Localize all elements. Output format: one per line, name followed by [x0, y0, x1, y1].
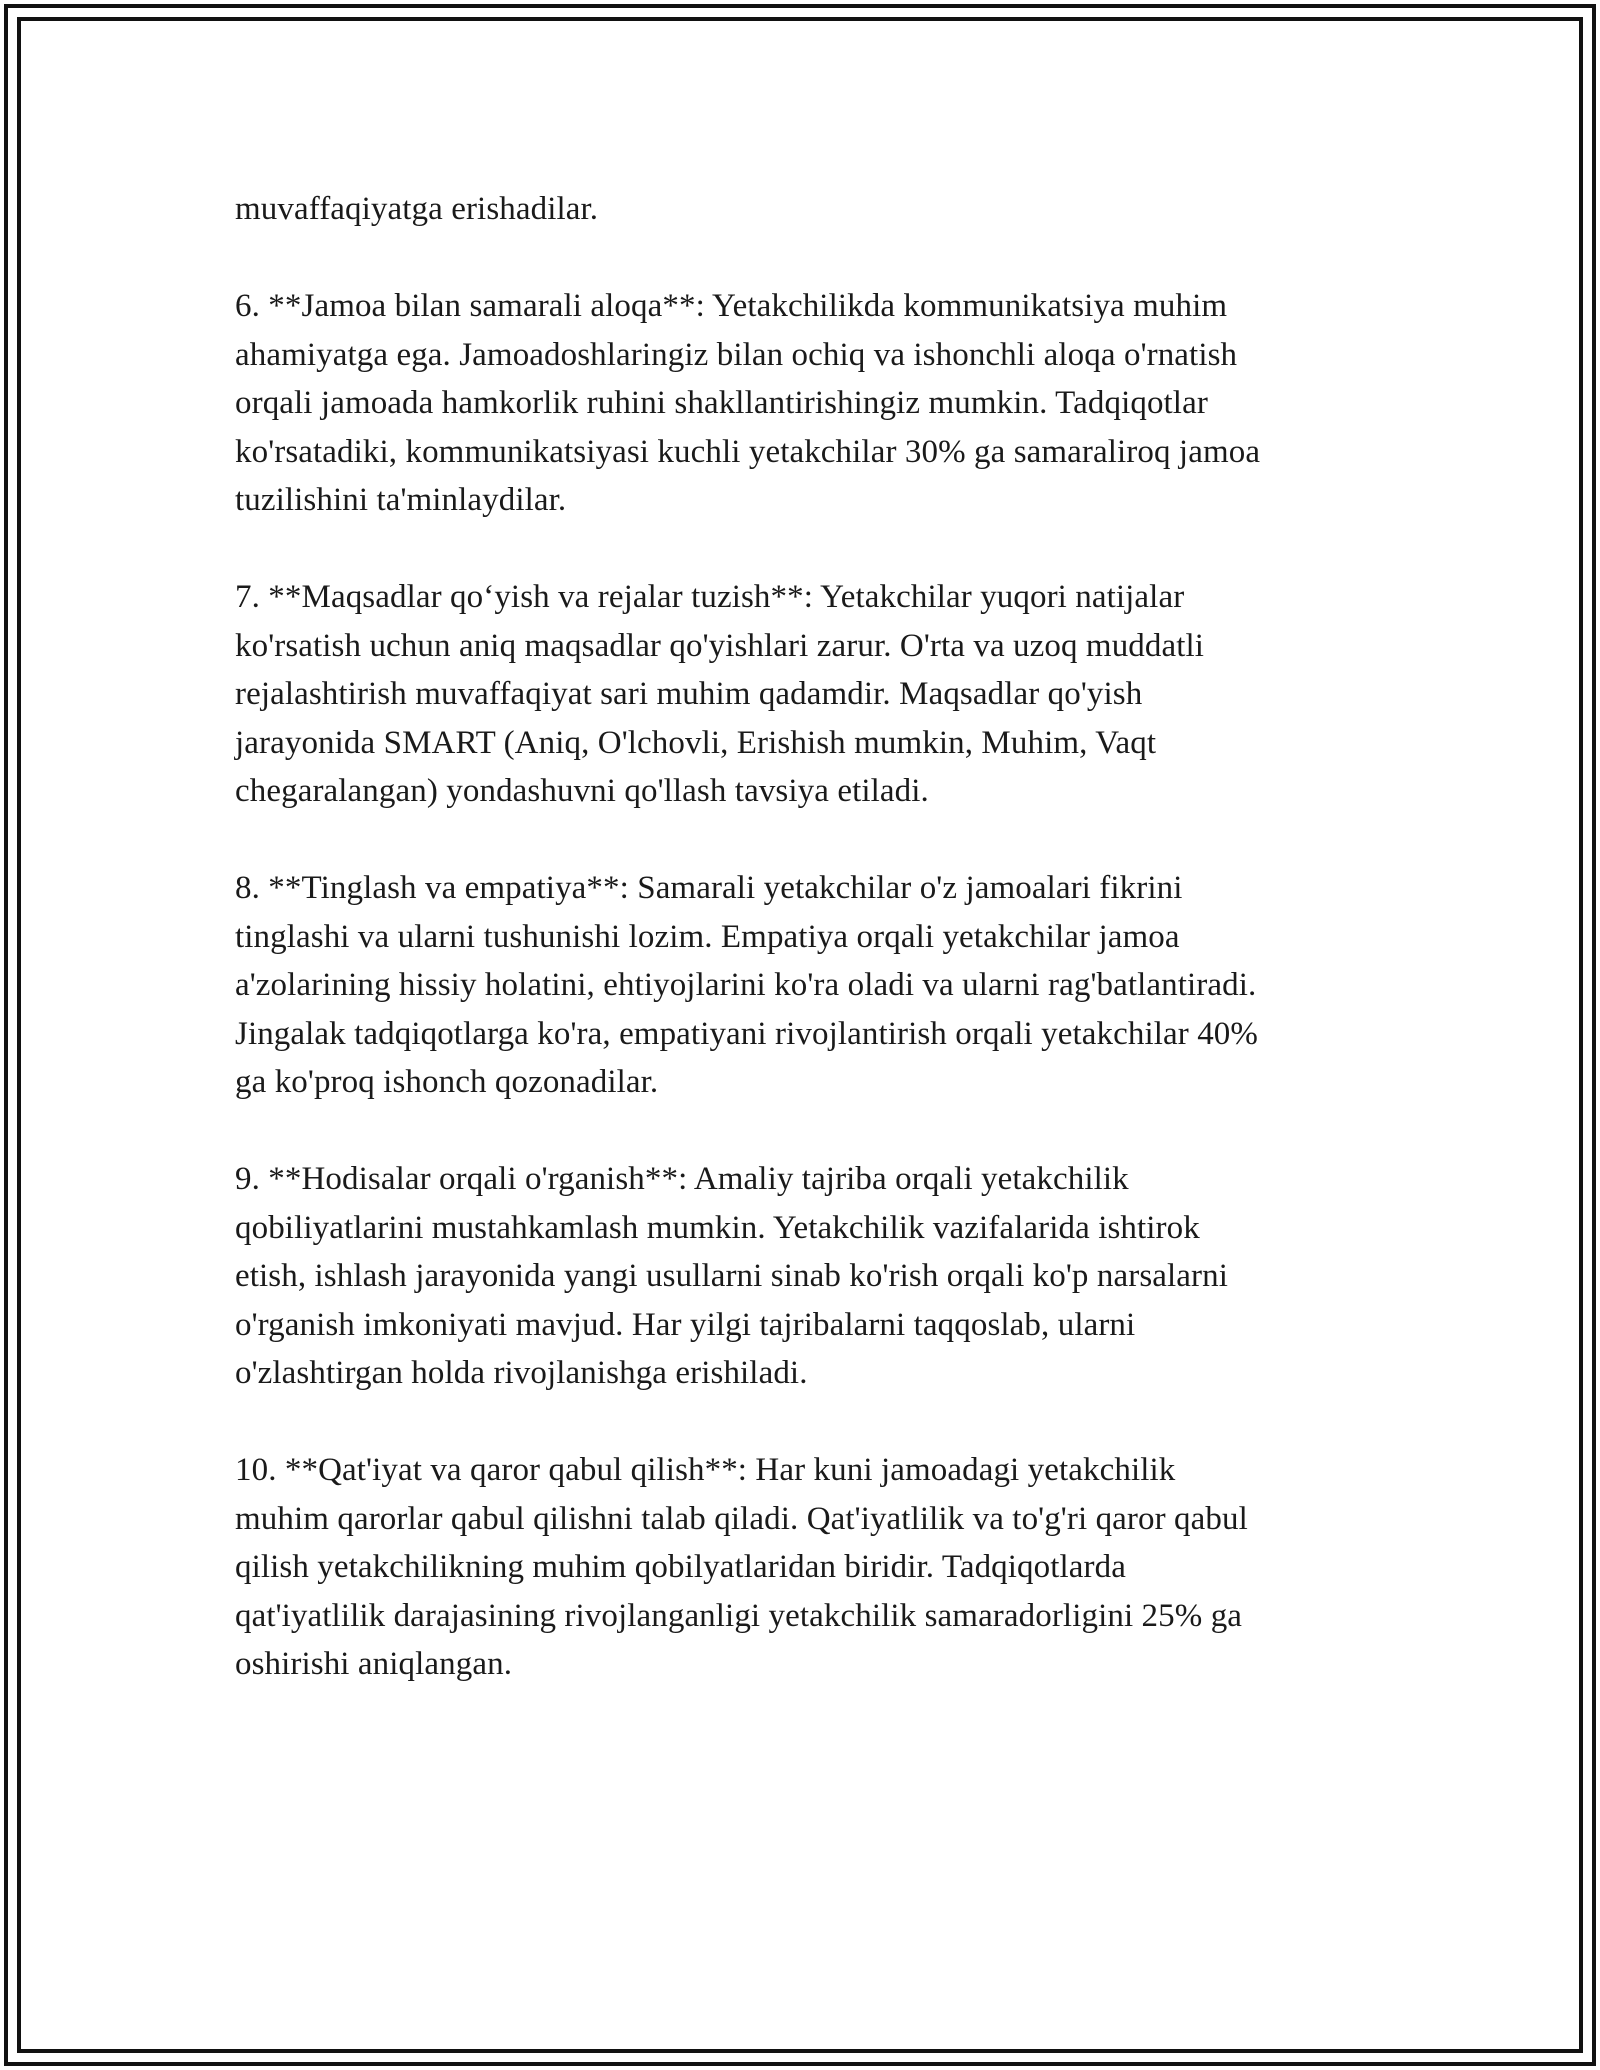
- paragraph-item-9: 9. **Hodisalar orqali o'rganish**: Amaliy tajriba orqali yetakchilik qobiliyatlarini mustahkamlash mumkin. Yetakchilik vazifalarida ishtirok etish, ishlash jarayonida yangi usullarni sinab ko'rish orqali ko'p narsalarni o'rganish imkoniyati mavjud. Har yilgi tajribalarni taqqoslab, ularni o'zlashtirgan holda rivojlanishga erishiladi.: [235, 1161, 1228, 1391]
- paragraph-item-10: 10. **Qat'iyat va qaror qabul qilish**: Har kuni jamoadagi yetakchilik muhim qarorlar qabul qilishni talab qiladi. Qat'iyatlilik va to'g'ri qaror qabul qilish yetakchilikning muhim qobilyatlaridan biridir. Tadqiqotlarda qat'iyatlilik darajasining rivojlanganligi yetakchilik samaradorligini 25% ga oshirishi aniqlangan.: [235, 1452, 1248, 1682]
- paragraph-item-6: 6. **Jamoa bilan samarali aloqa**: Yetakchilikda kommunikatsiya muhim ahamiyatga ega. Jamoadoshlaringiz bilan ochiq va ishonchli aloqa o'rnatish orqali jamoada hamkorlik ruhini shakllantirishingiz mumkin. Tadqiqotlar ko'rsatadiki, kommunikatsiyasi kuchli yetakchilar 30% ga samaraliroq jamoa tuzilishini ta'minlaydilar.: [235, 288, 1261, 518]
- document-body: [235, 185, 1375, 1689]
- paragraph-item-8: 8. **Tinglash va empatiya**: Samarali yetakchilar o'z jamoalari fikrini tinglashi va ularni tushunishi lozim. Empatiya orqali yetakchilar jamoa a'zolarining hissiy holatini, ehtiyojlarini ko'ra oladi va ularni rag'batlantiradi. Jingalak tadqiqotlarga ko'ra, empatiyani rivojlantirish orqali yetakchilar 40% ga ko'proq ishonch qozonadilar.: [235, 870, 1259, 1100]
- paragraph-continuation: muvaffaqiyatga erishadilar.: [235, 191, 599, 227]
- paragraph-item-7: 7. **Maqsadlar qo‘yish va rejalar tuzish**: Yetakchilar yuqori natijalar ko'rsatish uchun aniq maqsadlar qo'yishlari zarur. O'rta va uzoq muddatli rejalashtirish muvaffaqiyat sari muhim qadamdir. Maqsadlar qo'yish jarayonida SMART (Aniq, O'lchovli, Erishish mumkin, Muhim, Vaqt chegaralangan) yondashuvni qo'llash tavsiya etiladi.: [235, 579, 1205, 809]
